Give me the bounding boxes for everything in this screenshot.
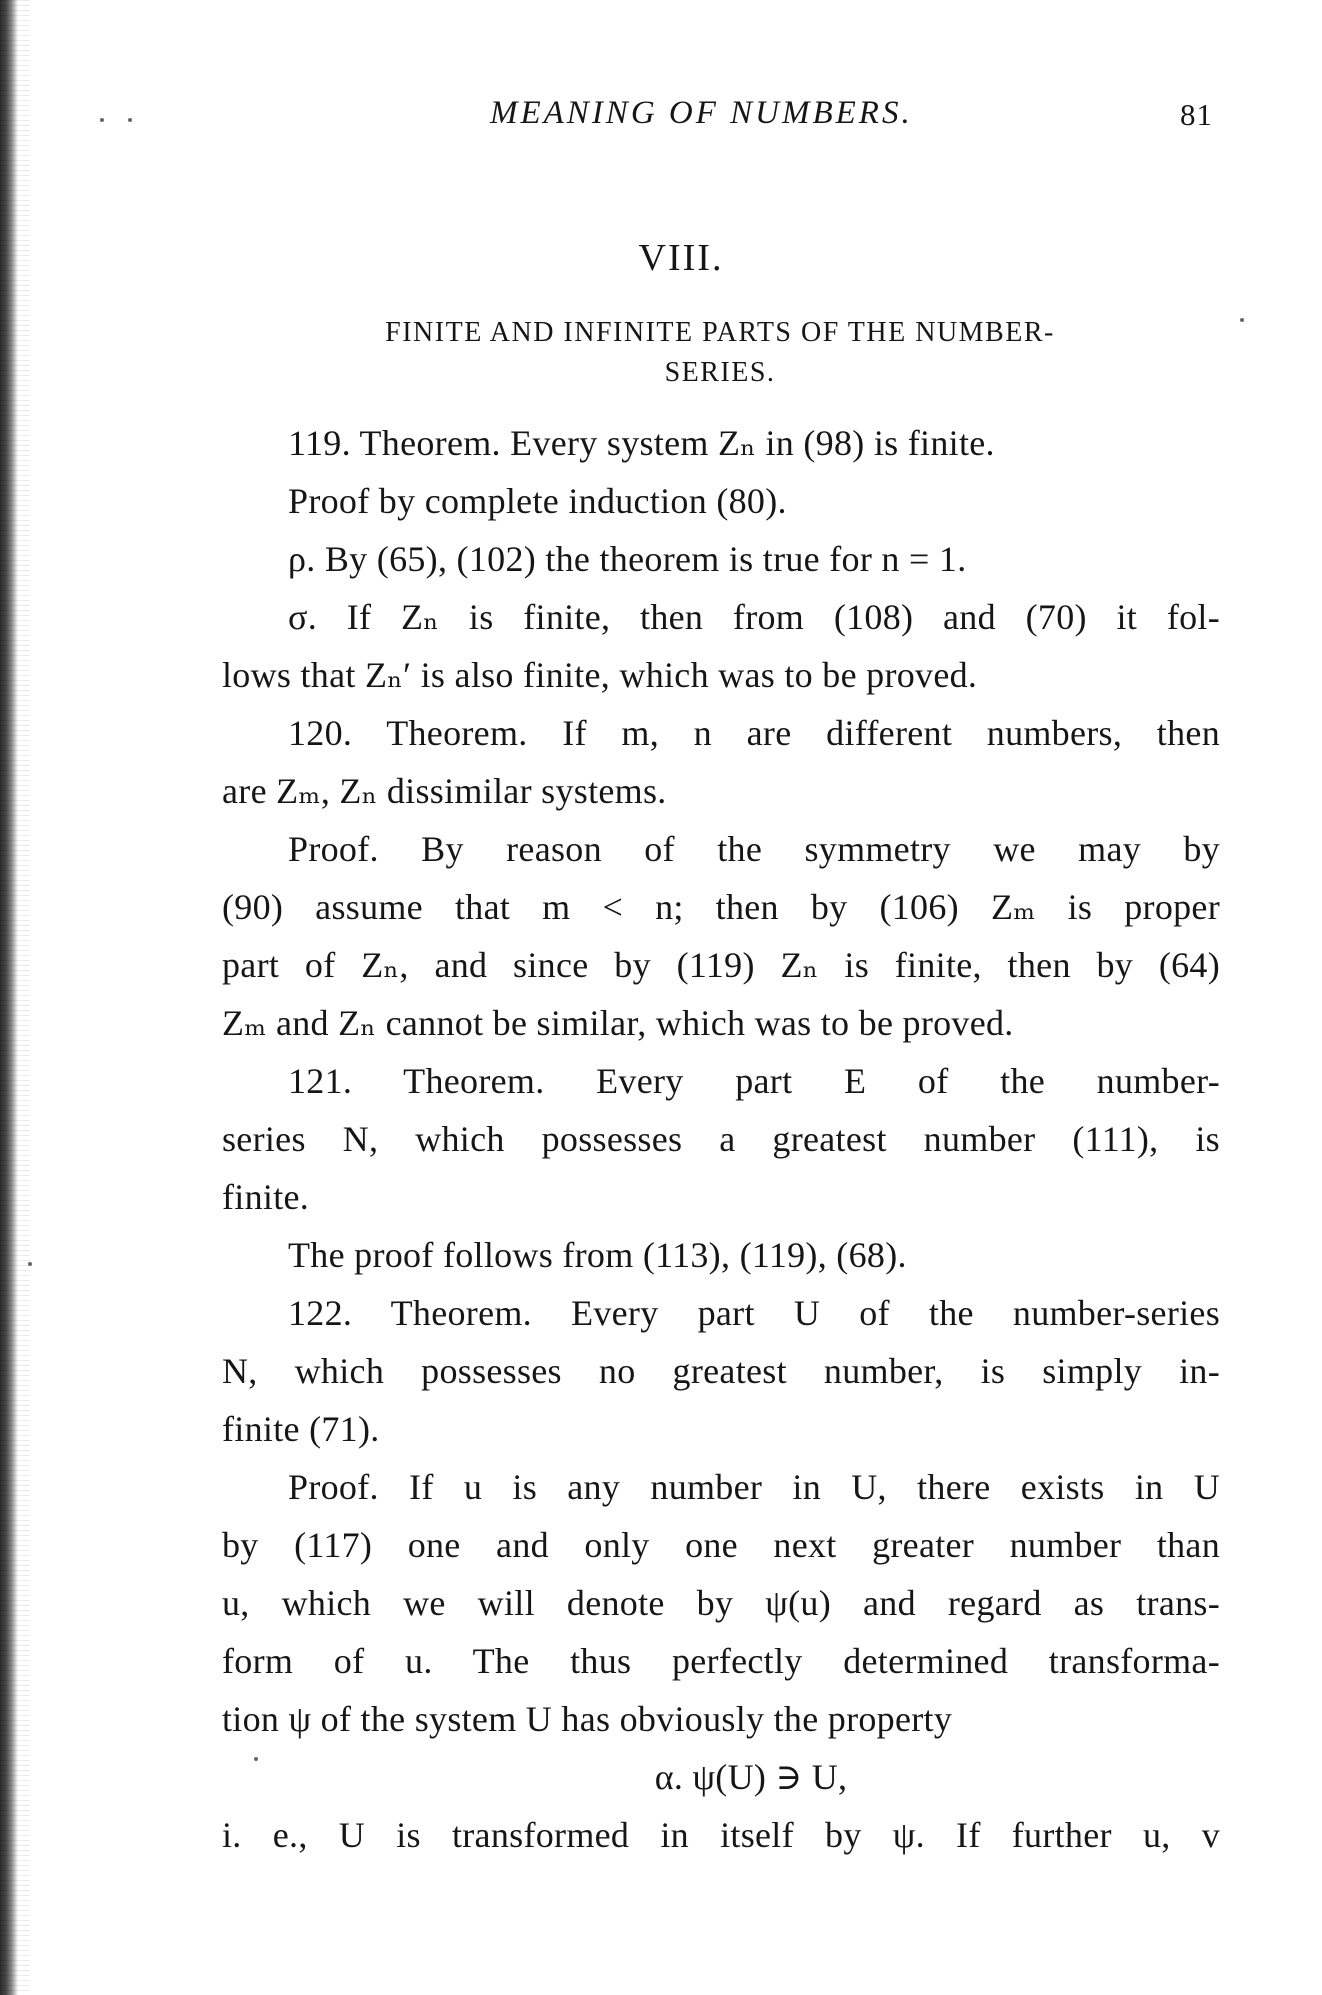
- section-title: [220, 313, 1220, 393]
- section-number: VIII.: [638, 237, 724, 279]
- text-line: series N, which possesses a greatest number (111), is: [222, 1119, 1220, 1159]
- text-line: 120. Theorem. If m, n are different numbers, then: [288, 713, 1220, 753]
- text-line: u, which we will denote by ψ(u) and regard as trans-: [222, 1583, 1220, 1623]
- text-line: i. e., U is transformed in itself by ψ. If further u, v: [222, 1815, 1220, 1855]
- text-line: N, which possesses no greatest number, is simply in-: [222, 1351, 1220, 1391]
- text-line: are Zₘ, Zₙ dissimilar systems.: [222, 771, 667, 811]
- text-line: tion ψ of the system U has obviously the property: [222, 1699, 953, 1739]
- margin-speck: [100, 118, 104, 122]
- text-line: σ. If Zₙ is finite, then from (108) and (70) it fol-: [288, 597, 1220, 637]
- text-line: form of u. The thus perfectly determined transforma-: [222, 1641, 1220, 1681]
- text-line: Proof. By reason of the symmetry we may by: [288, 829, 1220, 869]
- text-line: finite (71).: [222, 1409, 380, 1449]
- text-line: 121. Theorem. Every part E of the number-: [288, 1061, 1220, 1101]
- text-line: Proof. If u is any number in U, there exists in U: [288, 1467, 1220, 1507]
- text-line: ρ. By (65), (102) the theorem is true for n = 1.: [288, 539, 967, 579]
- body-text: [222, 414, 1220, 1864]
- text-line: The proof follows from (113), (119), (68).: [288, 1235, 907, 1275]
- book-spine-grain: [0, 0, 30, 1995]
- margin-speck: [254, 1757, 258, 1761]
- text-line: by (117) one and only one next greater number than: [222, 1525, 1220, 1565]
- text-line: lows that Zₙ′ is also finite, which was to be proved.: [222, 655, 978, 695]
- text-line: 119. Theorem. Every system Zₙ in (98) is finite.: [288, 423, 995, 463]
- text-line: (90) assume that m < n; then by (106) Zₘ is proper: [222, 887, 1220, 927]
- text-line: Proof by complete induction (80).: [288, 481, 787, 521]
- text-line: Zₘ and Zₙ cannot be similar, which was to be proved.: [222, 1003, 1014, 1043]
- text-line: 122. Theorem. Every part U of the number-series: [288, 1293, 1220, 1333]
- page-number: 81: [1180, 97, 1213, 132]
- margin-speck: [1240, 318, 1244, 322]
- margin-speck: [128, 118, 132, 122]
- text-line: part of Zₙ, and since by (119) Zₙ is finite, then by (64): [222, 945, 1220, 985]
- text-line: finite.: [222, 1177, 310, 1217]
- running-head: MEANING OF NUMBERS.: [490, 95, 913, 131]
- formula-alpha: α. ψ(U) ∋ U,: [654, 1757, 848, 1797]
- section-title-line-1: FINITE AND INFINITE PARTS OF THE NUMBER-: [385, 317, 1055, 348]
- section-title-line-2: SERIES.: [664, 357, 776, 388]
- margin-speck: [28, 1262, 32, 1266]
